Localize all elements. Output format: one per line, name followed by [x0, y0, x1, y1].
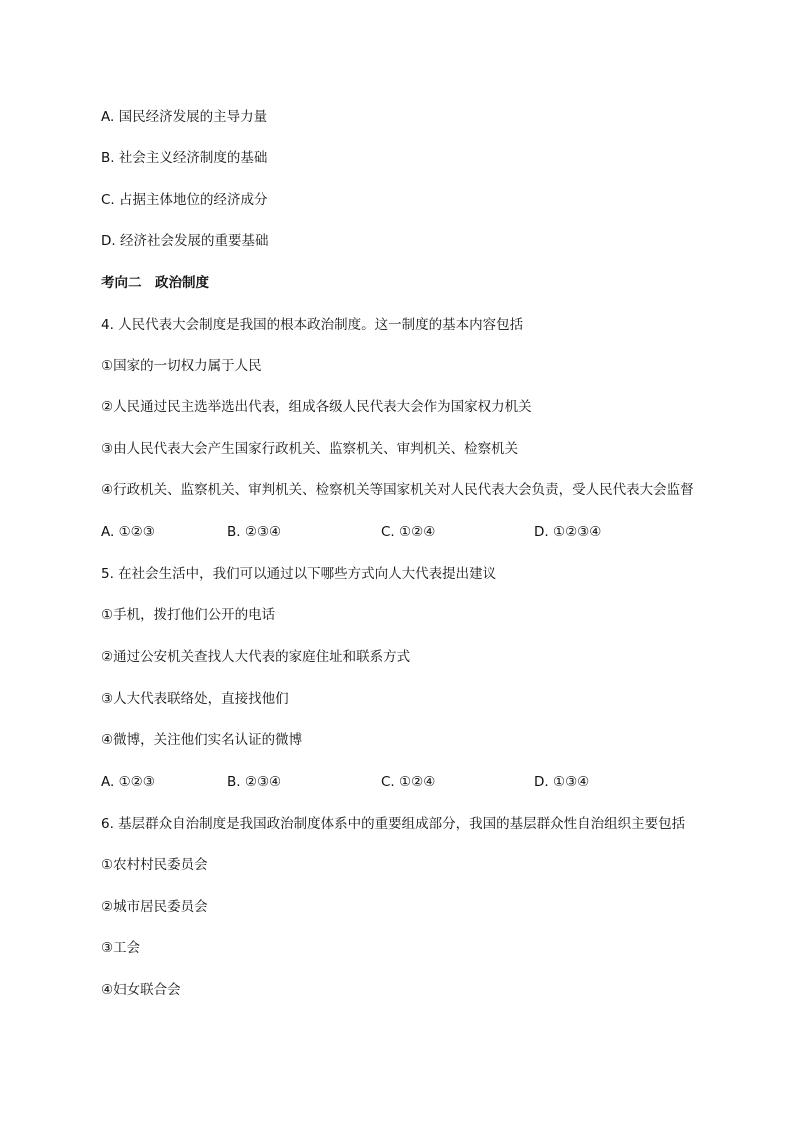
q4-stem: 4. 人民代表大会制度是我国的根本政治制度。这一制度的基本内容包括: [101, 317, 524, 333]
q6-stem: 6. 基层群众自治制度是我国政治制度体系中的重要组成部分，我国的基层群众性自治组织主要包括: [101, 816, 686, 832]
q4-option-d: D. ①②③④: [534, 524, 602, 540]
q4-option-a: A. ①②③: [101, 524, 155, 540]
q4-item-4: ④行政机关、监察机关、审判机关、检察机关等国家机关对人民代表大会负责，受人民代表大会监督: [101, 482, 694, 498]
q6-item-2: ②城市居民委员会: [101, 899, 208, 915]
q6-item-4: ④妇女联合会: [101, 982, 181, 998]
q5-item-3: ③人大代表联络处，直接找他们: [101, 691, 289, 707]
q3-option-d: D. 经济社会发展的重要基础: [101, 233, 269, 249]
q4-item-2: ②人民通过民主选举选出代表，组成各级人民代表大会作为国家权力机关: [101, 399, 532, 415]
section-heading: 考向二 政治制度: [101, 275, 209, 291]
q5-item-2: ②通过公安机关查找人大代表的家庭住址和联系方式: [101, 649, 411, 665]
q5-item-1: ①手机，拨打他们公开的电话: [101, 607, 276, 623]
q5-item-4: ④微博，关注他们实名认证的微博: [101, 732, 303, 748]
q5-option-d: D. ①③④: [534, 774, 590, 790]
q6-item-1: ①农村村民委员会: [101, 857, 208, 873]
q5-option-b: B. ②③④: [227, 774, 282, 790]
q6-item-3: ③工会: [101, 940, 141, 956]
q4-item-1: ①国家的一切权力属于人民: [101, 358, 262, 374]
q4-option-b: B. ②③④: [227, 524, 282, 540]
q3-option-c: C. 占据主体地位的经济成分: [101, 192, 268, 208]
q3-option-a: A. 国民经济发展的主导力量: [101, 109, 268, 125]
q5-stem: 5. 在社会生活中，我们可以通过以下哪些方式向人大代表提出建议: [101, 566, 497, 582]
q5-option-a: A. ①②③: [101, 774, 155, 790]
q5-option-c: C. ①②④: [381, 774, 436, 790]
q4-item-3: ③由人民代表大会产生国家行政机关、监察机关、审判机关、检察机关: [101, 441, 519, 457]
q3-option-b: B. 社会主义经济制度的基础: [101, 150, 268, 166]
q4-option-c: C. ①②④: [381, 524, 436, 540]
